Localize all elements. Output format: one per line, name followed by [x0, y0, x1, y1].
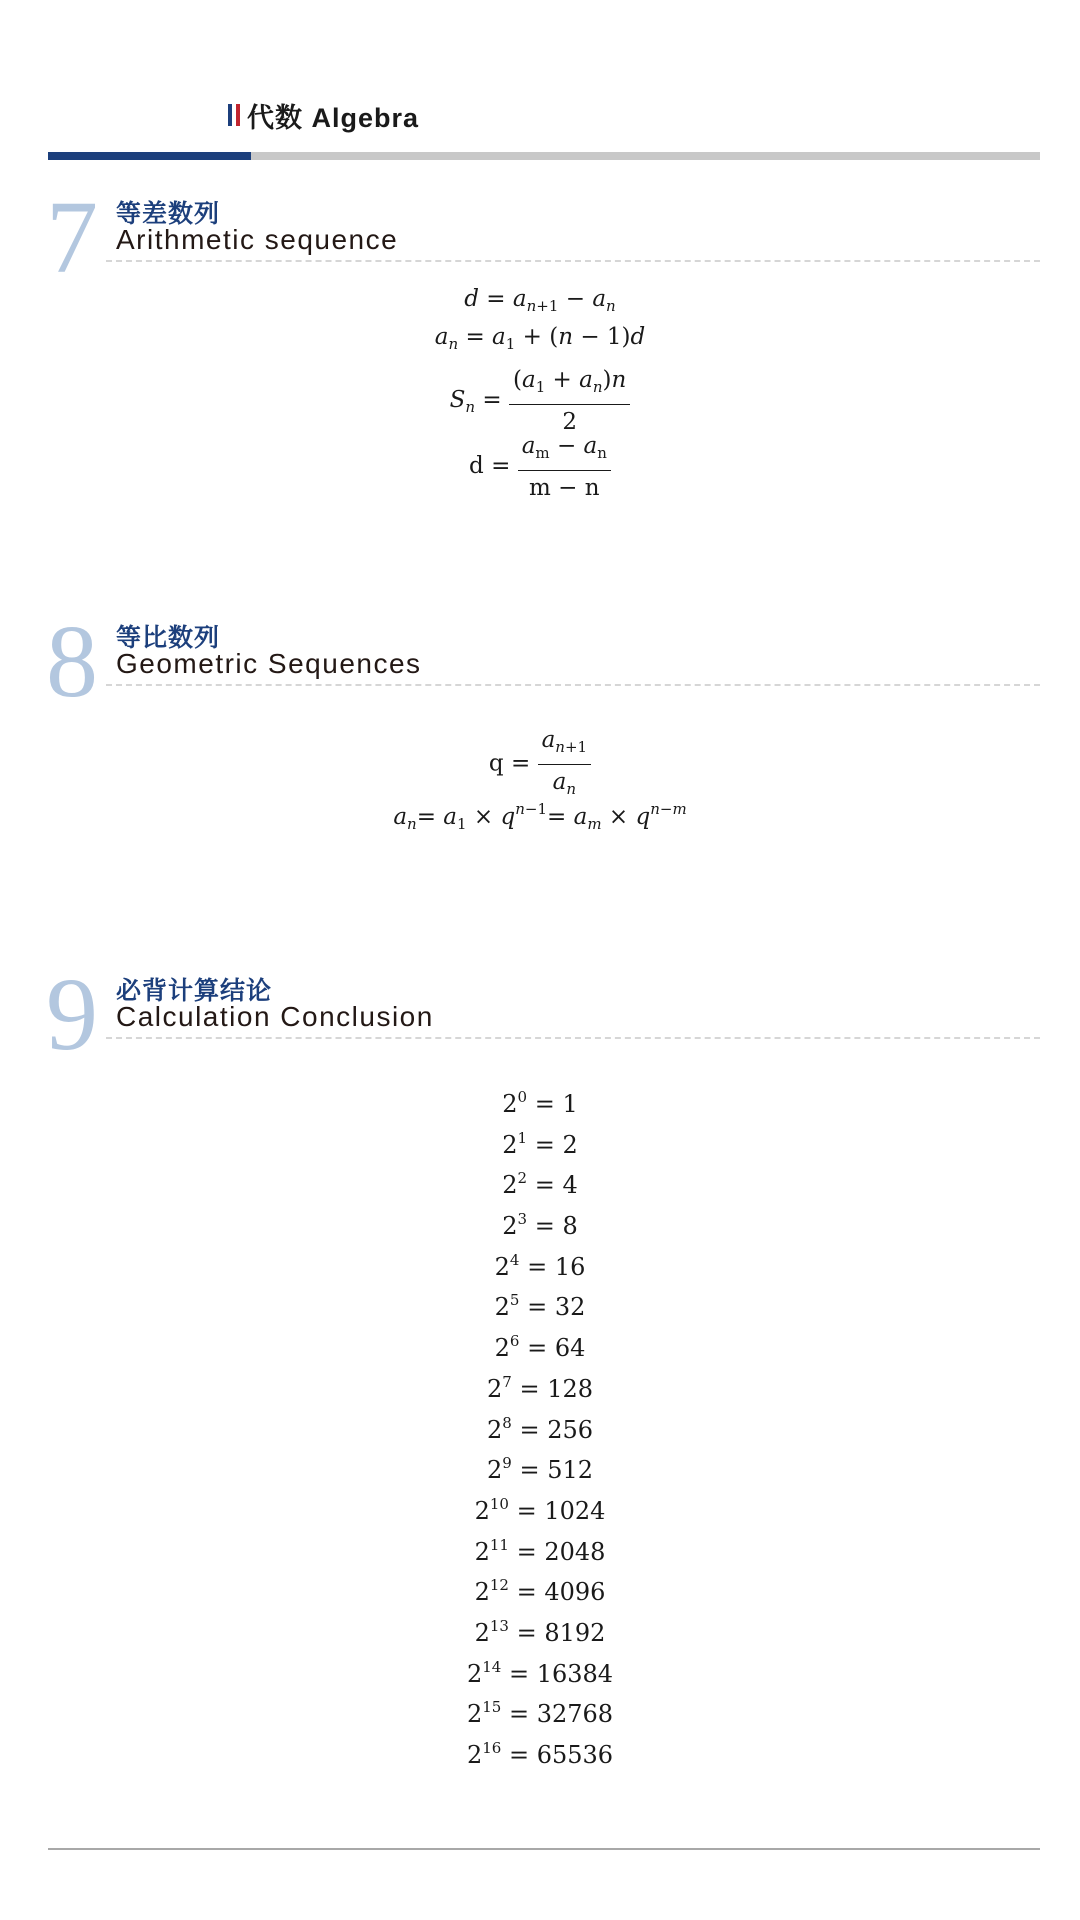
- power-row: $2^4 = 16$: [494, 1250, 586, 1281]
- power-row: $2^9 = 512$: [486, 1454, 593, 1485]
- power-row: $2^2 = 4$: [502, 1169, 578, 1200]
- formula-common-difference: $d = a_{n+1} - a_n$: [464, 286, 616, 315]
- power-row: $2^{13} = 8192$: [474, 1616, 606, 1647]
- section-title-cn: 必背计算结论: [116, 977, 273, 1005]
- section-title-en: Calculation Conclusion: [116, 1001, 434, 1032]
- power-row: $2^7 = 128$: [486, 1372, 593, 1403]
- section-number: 7: [46, 180, 98, 295]
- section-title-en: Arithmetic sequence: [116, 224, 399, 255]
- formula-common-ratio: q = $\frac{a_{n+1}}{a_n}$: [0, 726, 1080, 803]
- power-row: $2^{16} = 65536$: [466, 1739, 614, 1769]
- power-row: $2^{15} = 32768$: [466, 1698, 614, 1729]
- section-divider: [106, 260, 1040, 262]
- page-header: [0, 0, 1080, 165]
- power-row: $2^6 = 64$: [494, 1332, 586, 1363]
- flag-mark-icon: [228, 104, 240, 126]
- powers-of-two-list: [0, 1077, 1080, 1769]
- section-number: 9: [46, 957, 98, 1072]
- power-row: $2^{10} = 1024$: [474, 1494, 606, 1525]
- footer-divider: [48, 1848, 1040, 1850]
- section-title-cn: 等差数列: [116, 200, 221, 228]
- section-divider: [106, 684, 1040, 686]
- section-title-en: Geometric Sequences: [116, 648, 422, 679]
- formula-geometric-nth-term: $a_n= a_1 \times q^{n-1}= a_m \times q^{n-m}$: [393, 800, 687, 833]
- power-row: $2^{12} = 4096$: [474, 1576, 606, 1607]
- formula-sum: $S_n$ = $\frac{(a_1 + a_n)n}{2}$: [0, 366, 1080, 436]
- power-row: $2^1 = 2$: [502, 1128, 578, 1159]
- power-row: $2^0 = 1$: [502, 1088, 578, 1118]
- section-title-cn: 等比数列: [116, 624, 221, 652]
- power-row: $2^{11} = 2048$: [474, 1535, 606, 1566]
- power-row: $2^5 = 32$: [494, 1291, 586, 1322]
- formula-nth-term: $a_n = a_1 + (n - 1)d$: [434, 324, 646, 353]
- power-row: $2^{14} = 16384$: [466, 1657, 614, 1688]
- section-divider: [106, 1037, 1040, 1039]
- power-row: $2^3 = 8$: [502, 1210, 578, 1241]
- formula-difference-mn: d = $\frac{a_m - a_n}{m - n}$: [0, 432, 1080, 502]
- power-row: $2^8 = 256$: [486, 1413, 593, 1444]
- header-divider-accent: [48, 152, 251, 160]
- page-title: 代数 Algebra: [247, 103, 420, 133]
- section-number: 8: [46, 604, 98, 719]
